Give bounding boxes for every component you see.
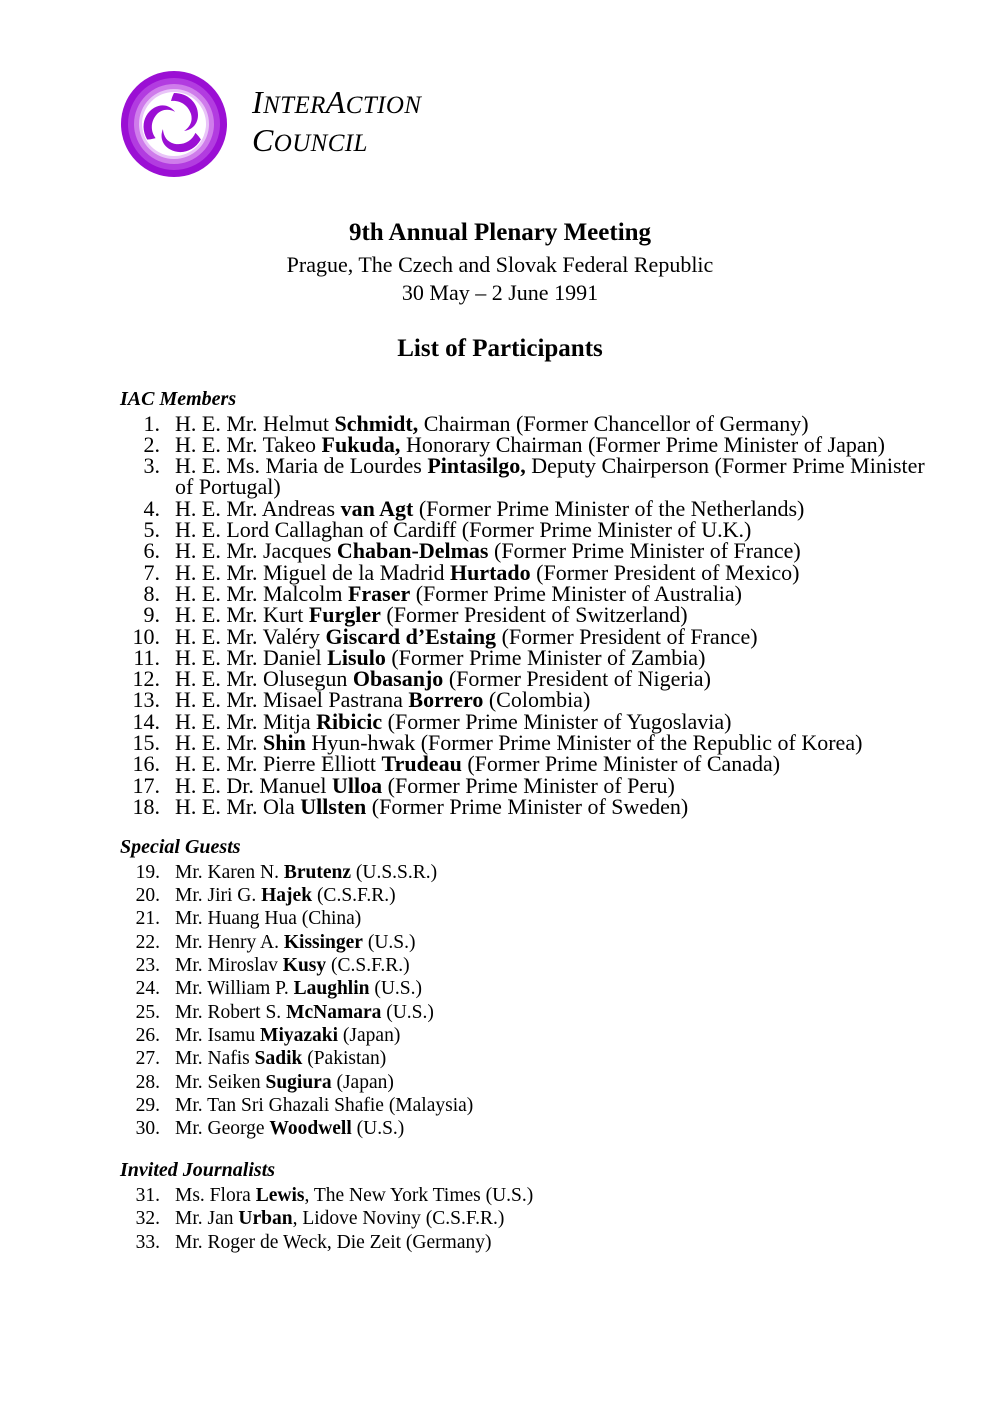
- participant-name-prefix: H. E. Mr. Ola: [175, 793, 301, 819]
- participant-surname: Lewis: [255, 1184, 305, 1206]
- participant-title-affiliation: (Former Prime Minister of Canada): [461, 751, 781, 777]
- participant-surname: Ribicic: [316, 708, 383, 734]
- participant-surname: Miyazaki: [260, 1024, 339, 1046]
- list-item-number: 22.: [135, 931, 160, 953]
- list-item: [120, 1184, 942, 1207]
- list-item: [120, 431, 942, 457]
- list-item-number: 7.: [143, 559, 160, 585]
- participant-name-prefix: Mr. Henry A.: [175, 931, 284, 953]
- participant-name-prefix: Mr. Robert S.: [175, 1001, 287, 1023]
- wordmark-rest-ction: CTION: [345, 92, 422, 119]
- participant-title-affiliation: (Pakistan): [302, 1048, 387, 1070]
- participant-name-prefix: H. E. Mr. Pierre Elliott: [175, 751, 382, 777]
- list-item-number: 11.: [133, 644, 160, 670]
- participant-surname: Trudeau: [381, 751, 462, 777]
- list-item-number: 31.: [135, 1184, 160, 1206]
- list-item: [120, 907, 942, 930]
- participant-name-prefix: Mr. Huang Hua (China): [175, 908, 362, 930]
- participant-title-affiliation: (U.S.): [381, 1001, 434, 1023]
- participant-surname: Brutenz: [283, 861, 352, 883]
- participant-title-affiliation: (Former President of Nigeria): [443, 666, 711, 692]
- participant-name-prefix: Mr. William P.: [175, 978, 294, 1000]
- participant-surname: Obasanjo: [352, 666, 444, 692]
- participant-title-affiliation: (U.S.): [362, 931, 416, 953]
- list-item-number: 21.: [135, 908, 160, 930]
- wordmark-line-council: [252, 124, 421, 156]
- participant-surname: Hurtado: [449, 559, 531, 585]
- participant-title-affiliation: Honorary Chairman (Former Prime Minister of Japan): [400, 431, 885, 457]
- list-item-number: 23.: [135, 955, 160, 977]
- meeting-title: 9th Annual Plenary Meeting: [348, 219, 652, 246]
- participant-name-prefix: Mr. Karen N.: [175, 861, 284, 883]
- list-item-number: 32.: [135, 1208, 160, 1230]
- participant-title-affiliation: (Former Prime Minister of Australia): [410, 580, 743, 606]
- list-item-number: 24.: [135, 978, 160, 1000]
- list-item-number: 14.: [132, 708, 160, 734]
- participant-title-affiliation: (Japan): [331, 1071, 394, 1093]
- participant-title-affiliation: (Former President of France): [496, 623, 758, 649]
- list-item: [120, 580, 942, 606]
- wordmark-cap-i: I: [252, 84, 264, 120]
- participant-name-prefix: H. E. Mr. Miguel de la Madrid: [175, 559, 450, 585]
- participant-name-prefix: Mr. Miroslav: [175, 955, 283, 977]
- participant-title-affiliation: (Former Prime Minister of Zambia): [385, 644, 706, 670]
- participant-surname: Sugiura: [265, 1071, 332, 1093]
- list-invited-journalists: [120, 1184, 942, 1254]
- participant-title-affiliation: (U.S.): [369, 978, 423, 1000]
- section-invited-journalists: [120, 1159, 942, 1253]
- participant-surname: Urban: [238, 1208, 293, 1230]
- list-item-number: 2.: [143, 431, 160, 457]
- participant-name-prefix: H. E. Mr. Daniel: [175, 644, 328, 670]
- participant-name-prefix: Mr. Nafis: [175, 1048, 255, 1070]
- list-item: [120, 708, 942, 734]
- participant-name-prefix: H. E. Mr. Misael Pastrana: [175, 687, 409, 713]
- list-item-number: 10.: [132, 623, 160, 649]
- meeting-dates: 30 May – 2 June 1991: [401, 280, 599, 305]
- participant-name-prefix: H. E. Mr. Helmut: [175, 410, 335, 436]
- interaction-council-triskelion-logo: [118, 68, 230, 180]
- list-item: [120, 793, 942, 819]
- participant-surname: Ullsten: [300, 793, 367, 819]
- list-item-number: 5.: [143, 517, 160, 543]
- list-item: [120, 931, 942, 954]
- list-item-number: 13.: [132, 687, 160, 713]
- participant-title-affiliation: (Former Prime Minister of the Netherlands): [413, 495, 805, 521]
- list-item-number: 28.: [135, 1071, 160, 1093]
- list-item-number: 18.: [132, 793, 160, 819]
- participant-name-prefix: Mr. Seiken: [175, 1071, 266, 1093]
- list-item: [120, 884, 942, 907]
- list-item: [120, 455, 942, 498]
- list-item: [120, 559, 942, 585]
- participant-surname: Chaban-Delmas: [336, 538, 489, 564]
- participant-name-prefix: H. E. Mr.: [175, 730, 263, 756]
- participant-surname: Shin: [263, 730, 306, 756]
- wordmark-rest-ouncil: OUNCIL: [273, 130, 368, 157]
- participant-surname: Furgler: [308, 602, 381, 628]
- list-item-number: 4.: [143, 495, 160, 521]
- participant-title-affiliation: (Former President of Switzerland): [380, 602, 688, 628]
- list-item-number: 15.: [132, 730, 160, 756]
- participant-surname: Ulloa: [332, 772, 383, 798]
- list-item: [120, 644, 942, 670]
- list-item: [120, 977, 942, 1000]
- list-item: [120, 1207, 942, 1230]
- participant-name-prefix: H. E. Mr. Olusegun: [175, 666, 353, 692]
- participant-surname: Fraser: [347, 580, 411, 606]
- participant-title-affiliation: (Former Prime Minister of Peru): [382, 772, 675, 798]
- list-item: [120, 954, 942, 977]
- list-item-number: 33.: [135, 1231, 160, 1253]
- section-special-guests: [120, 836, 942, 1140]
- participant-name-prefix: Mr. Tan Sri Ghazali Shafie (Malaysia): [175, 1094, 474, 1116]
- participant-title-affiliation: (Former Prime Minister of France): [488, 538, 801, 564]
- participant-name-prefix: H. E. Mr. Takeo: [175, 431, 322, 457]
- participant-title-affiliation: , The New York Times (U.S.): [304, 1184, 534, 1206]
- participant-title-affiliation: (Former Prime Minister of Yugoslavia): [382, 708, 732, 734]
- participant-surname: Sadik: [254, 1048, 303, 1070]
- list-item: [120, 1117, 942, 1140]
- meeting-location: Prague, The Czech and Slovak Federal Republic: [286, 251, 714, 277]
- participant-surname: Borrero: [408, 687, 484, 713]
- list-iac-members: [120, 410, 942, 819]
- list-item-number: 8.: [143, 580, 160, 606]
- list-item-number: 17.: [132, 772, 160, 798]
- participant-surname: Giscard d’Estaing: [325, 623, 497, 649]
- participant-name-prefix: Mr. George: [175, 1118, 270, 1140]
- list-item: [120, 666, 942, 692]
- list-item-number: 12.: [132, 666, 160, 692]
- section-title-invited-journalists: Invited Journalists: [120, 1159, 276, 1182]
- list-item: [120, 751, 942, 777]
- participant-title-affiliation: (U.S.S.R.): [351, 861, 438, 883]
- section-iac-members: [120, 388, 942, 817]
- wordmark-cap-c: C: [252, 122, 274, 158]
- participant-title-affiliation: , Lidove Noviny (C.S.F.R.): [292, 1208, 505, 1230]
- participant-name-prefix: H. E. Mr. Kurt: [175, 602, 309, 628]
- list-item: [120, 602, 942, 628]
- participant-title-affiliation: (U.S.): [351, 1118, 405, 1140]
- list-item: [120, 730, 942, 756]
- list-item-number: 9.: [143, 602, 160, 628]
- list-item: [120, 1047, 942, 1070]
- list-item: [120, 1001, 942, 1024]
- participant-name-prefix: H. E. Ms. Maria de Lourdes: [175, 453, 428, 479]
- list-item: [120, 1024, 942, 1047]
- wordmark-line-interaction: [252, 86, 421, 118]
- participant-surname: Pintasilgo,: [427, 453, 526, 479]
- participant-surname: Lisulo: [327, 644, 386, 670]
- participant-title-affiliation: Hyun-hwak (Former Prime Minister of the Republic of Korea): [305, 730, 863, 756]
- participants-content: [120, 388, 942, 1254]
- list-item-number: 26.: [135, 1024, 160, 1046]
- participant-name-prefix: Mr. Jan: [175, 1208, 239, 1230]
- list-item: [120, 623, 942, 649]
- list-item: [120, 538, 942, 564]
- participant-name-prefix: H. E. Lord Callaghan of Cardiff (Former Prime Minister of U.K.): [175, 517, 752, 543]
- participant-name-prefix: H. E. Mr. Andreas: [175, 495, 341, 521]
- participant-title-affiliation: (Former President of Mexico): [530, 559, 800, 585]
- list-item: [120, 410, 942, 436]
- list-item-number: 30.: [135, 1118, 160, 1140]
- list-item: [120, 1231, 942, 1254]
- list-item: [120, 687, 942, 713]
- participant-title-affiliation: Chairman (Former Chancellor of Germany): [418, 410, 809, 436]
- participant-surname: Laughlin: [293, 978, 370, 1000]
- wordmark-cap-a: A: [325, 84, 346, 120]
- list-item-number: 20.: [135, 885, 160, 907]
- list-item: [120, 861, 942, 884]
- list-item: [120, 1094, 942, 1117]
- participant-title-affiliation: (C.S.F.R.): [326, 955, 410, 977]
- participant-name-prefix: H. E. Mr. Malcolm: [175, 580, 348, 606]
- participant-title-affiliation: (Japan): [338, 1024, 401, 1046]
- participant-title-affiliation: Deputy Chairperson (Former Prime Minister of Portugal): [175, 453, 925, 500]
- list-item: [120, 517, 942, 543]
- list-item: [120, 495, 942, 521]
- participant-name-prefix: Mr. Isamu: [175, 1024, 261, 1046]
- list-item-number: 3.: [143, 453, 160, 479]
- list-item-number: 27.: [135, 1048, 160, 1070]
- page-title: List of Participants: [397, 334, 603, 362]
- list-item-number: 19.: [135, 861, 160, 883]
- participant-surname: Kissinger: [283, 931, 363, 953]
- participant-name-prefix: H. E. Mr. Jacques: [175, 538, 337, 564]
- organization-wordmark: [252, 86, 421, 162]
- participant-title-affiliation: (Colombia): [483, 687, 591, 713]
- participant-surname: Hajek: [261, 885, 313, 907]
- list-item: [120, 1071, 942, 1094]
- list-item-number: 1.: [143, 410, 160, 436]
- list-item-number: 6.: [143, 538, 160, 564]
- participant-name-prefix: H. E. Dr. Manuel: [175, 772, 333, 798]
- participant-surname: Woodwell: [269, 1118, 352, 1140]
- participant-surname: van Agt: [340, 495, 414, 521]
- participant-surname: McNamara: [286, 1001, 382, 1023]
- wordmark-rest-nter: NTER: [263, 92, 326, 119]
- document-header: [0, 218, 1000, 363]
- section-title-iac-members: IAC Members: [120, 388, 237, 410]
- letterhead: [118, 68, 421, 180]
- participant-title-affiliation: (C.S.F.R.): [312, 885, 396, 907]
- participant-name-prefix: H. E. Mr. Mitja: [175, 708, 317, 734]
- list-item: [120, 772, 942, 798]
- participant-name-prefix: H. E. Mr. Valéry: [175, 623, 326, 649]
- list-item-number: 29.: [135, 1094, 160, 1116]
- participant-name-prefix: Ms. Flora: [175, 1184, 256, 1206]
- list-item-number: 25.: [135, 1001, 160, 1023]
- list-special-guests: [120, 861, 942, 1141]
- section-title-special-guests: Special Guests: [120, 836, 241, 859]
- participant-name-prefix: Mr. Roger de Weck, Die Zeit (Germany): [175, 1231, 492, 1253]
- list-item-number: 16.: [132, 751, 160, 777]
- participant-surname: Schmidt,: [334, 410, 419, 436]
- participant-surname: Fukuda,: [321, 431, 401, 457]
- participant-surname: Kusy: [282, 955, 327, 977]
- participant-title-affiliation: (Former Prime Minister of Sweden): [366, 793, 689, 819]
- participant-name-prefix: Mr. Jiri G.: [175, 885, 262, 907]
